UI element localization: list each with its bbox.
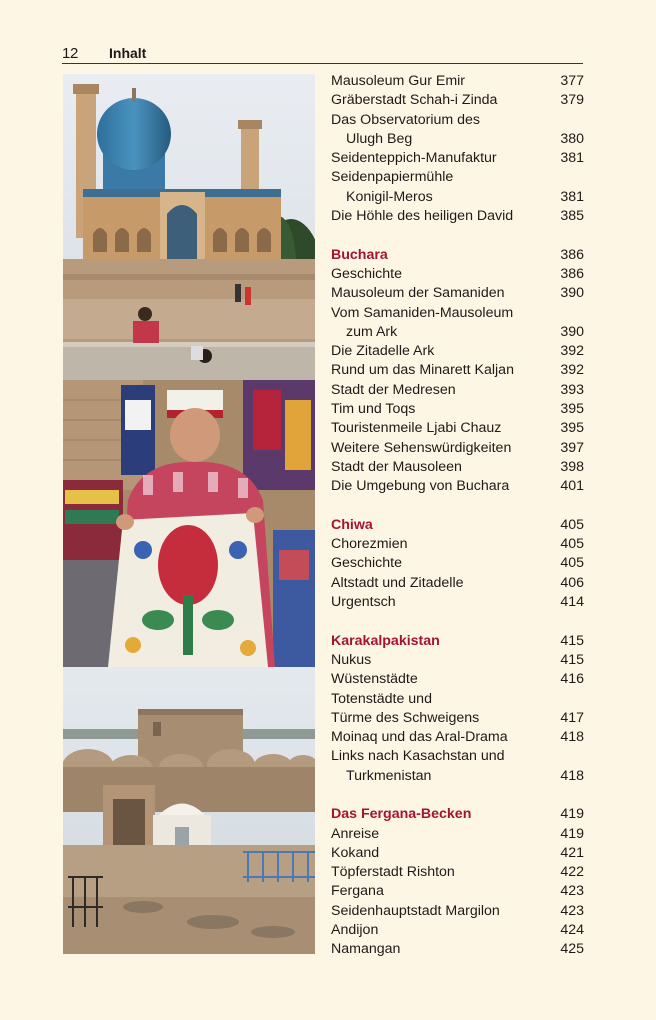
toc-entry-page: 405 [560,516,584,533]
toc-entry-page: 415 [560,651,584,668]
toc-entry-title: Seidenteppich-Manufaktur [331,150,497,167]
toc-entry-page: 395 [560,420,584,437]
toc-entry [331,72,584,91]
toc-entry-title: zum Ark [346,323,398,340]
toc-entry-title: Chorezmien [331,536,408,553]
toc-entry [331,902,584,921]
toc-entry [331,747,584,766]
toc-entry-page: 415 [560,632,584,649]
photo-desert-necropolis [63,667,315,954]
toc-entry-page: 397 [560,439,584,456]
toc-entry-page: 401 [560,478,584,495]
toc-entry-title: Tim und Toqs [331,401,416,418]
toc-entry-page: 392 [560,362,584,379]
toc-entry-title: Nukus [331,651,372,668]
toc-spacer [331,497,584,516]
toc-entry-title: Türme des Schweigens [331,709,480,726]
toc-entry-title: Links nach Kasachstan und [331,748,505,765]
toc-entry-title: Touristenmeile Ljabi Chauz [331,420,502,437]
toc-entry-page: 414 [560,594,584,611]
toc-entry-page: 393 [560,381,584,398]
toc-entry-title: Wüstenstädte [331,671,418,688]
toc-entry-title: Turkmenistan [346,767,432,784]
toc-entry-title: Weitere Sehenswürdigkeiten [331,439,512,456]
toc-entry [331,940,584,959]
toc-entry-title: Karakalpakistan [331,632,440,649]
toc-entry [331,91,584,110]
toc-entry [331,863,584,882]
toc-entry-page: 421 [560,844,584,861]
toc-entry-title: Geschichte [331,555,402,572]
toc-entry-title: Die Umgebung von Buchara [331,478,510,495]
toc-entry-page: 390 [560,323,584,340]
photo-woman-with-suzani-textile [63,380,315,667]
toc-entry [331,458,584,477]
header-divider [62,63,583,64]
toc-entry-page: 380 [560,130,584,147]
toc-entry-title: Ulugh Beg [346,130,413,147]
toc-entry-title: Namangan [331,941,401,958]
toc-entry [331,593,584,612]
toc-entry [331,188,584,207]
toc-entry-title: Geschichte [331,265,402,282]
toc-entry-title: Chiwa [331,516,373,533]
toc-spacer [331,612,584,631]
toc-entry-page: 425 [560,941,584,958]
toc-entry [331,670,584,689]
toc-entry-title: Das Fergana-Becken [331,806,472,823]
toc-entry-page: 395 [560,401,584,418]
toc-entry-page: 423 [560,902,584,919]
toc-entry [331,844,584,863]
table-of-contents [331,72,584,960]
toc-entry-page: 405 [560,555,584,572]
toc-entry-title: Vom Samaniden-Mausoleum [331,304,514,321]
section-title: Inhalt [109,45,147,61]
toc-entry-title: Das Observatorium des [331,111,481,128]
toc-spacer [331,226,584,245]
toc-entry-title: Mausoleum Gur Emir [331,73,466,89]
toc-entry-page: 386 [560,265,584,282]
toc-entry-title: Totenstädte und [331,690,432,707]
toc-entry [331,651,584,670]
toc-entry-page: 386 [560,246,584,263]
photo-gur-emir-mausoleum [63,74,315,380]
toc-entry [331,419,584,438]
toc-entry-title: Mausoleum der Samaniden [331,285,505,302]
toc-chapter-heading [331,246,584,265]
toc-entry-title: Buchara [331,246,388,263]
toc-entry-title: Die Zitadelle Ark [331,343,435,360]
toc-entry-title: Konigil-Meros [346,188,433,205]
toc-entry-page: 381 [560,188,584,205]
toc-entry [331,825,584,844]
toc-entry-page: 379 [560,92,584,109]
toc-entry-page: 424 [560,922,584,939]
toc-entry-title: Kokand [331,844,380,861]
toc-entry [331,168,584,187]
toc-entry [331,882,584,901]
toc-entry [331,439,584,458]
toc-entry [331,728,584,747]
toc-entry-title: Fergana [331,883,384,900]
toc-entry-page: 390 [560,285,584,302]
toc-entry-title: Rund um das Minarett Kaljan [331,362,514,379]
toc-entry-title: Töpferstadt Rishton [331,864,455,881]
toc-entry [331,304,584,323]
toc-entry [331,690,584,709]
toc-entry-title: Seidenpapiermühle [331,169,454,186]
toc-entry [331,323,584,342]
toc-spacer [331,786,584,805]
toc-entry-title: Andijon [331,922,379,939]
toc-entry [331,921,584,940]
page-number: 12 [62,45,79,62]
toc-entry-title: Moinaq und das Aral-Drama [331,729,508,746]
toc-entry-page: 392 [560,343,584,360]
toc-entry [331,554,584,573]
toc-entry-page: 418 [560,729,584,746]
toc-entry-title: Die Höhle des heiligen David [331,208,514,225]
toc-entry-page: 377 [560,73,584,89]
toc-entry [331,342,584,361]
toc-entry [331,207,584,226]
toc-entry-page: 419 [560,806,584,823]
toc-entry-title: Stadt der Mausoleen [331,458,462,475]
toc-entry-page: 381 [560,150,584,167]
toc-entry-page: 406 [560,574,584,591]
toc-entry-page: 417 [560,709,584,726]
toc-entry-page: 385 [560,208,584,225]
toc-entry [331,400,584,419]
toc-entry [331,381,584,400]
toc-entry-title: Anreise [331,825,380,842]
toc-entry [331,130,584,149]
toc-entry [331,574,584,593]
toc-entry [331,111,584,130]
toc-entry-page: 419 [560,825,584,842]
toc-chapter-heading [331,632,584,651]
toc-entry-title: Seidenhauptstadt Margilon [331,902,500,919]
toc-entry [331,767,584,786]
toc-entry-page: 398 [560,458,584,475]
toc-chapter-heading [331,805,584,824]
toc-entry-title: Urgentsch [331,594,396,611]
toc-entry [331,477,584,496]
toc-entry [331,709,584,728]
toc-entry-page: 418 [560,767,584,784]
toc-entry-title: Altstadt und Zitadelle [331,574,464,591]
toc-entry [331,149,584,168]
toc-chapter-heading [331,516,584,535]
toc-entry-page: 422 [560,864,584,881]
toc-entry [331,535,584,554]
toc-entry-title: Gräberstadt Schah-i Zinda [331,92,498,109]
toc-entry [331,284,584,303]
toc-entry-page: 423 [560,883,584,900]
toc-entry-page: 416 [560,671,584,688]
toc-entry [331,265,584,284]
toc-entry [331,361,584,380]
toc-entry-page: 405 [560,536,584,553]
toc-entry-title: Stadt der Medresen [331,381,456,398]
